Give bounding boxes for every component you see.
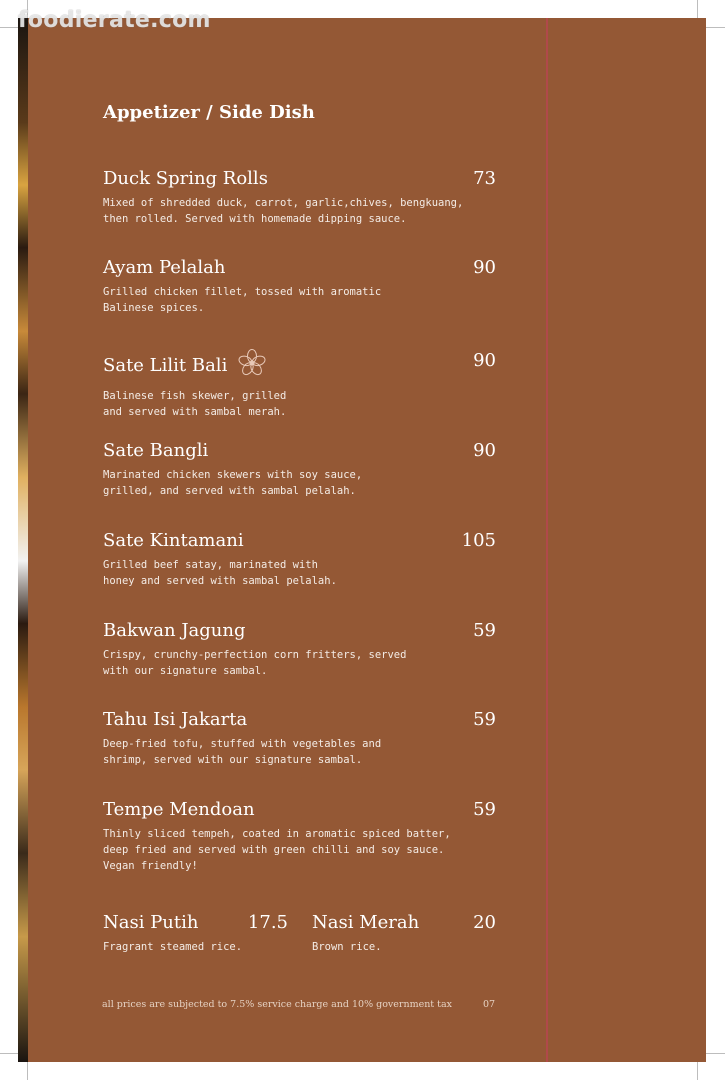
item-name: Sate Lilit Bali xyxy=(103,355,228,376)
item-name: Ayam Pelalah xyxy=(103,257,226,278)
item-description: Balinese fish skewer, grilled and served with sambal merah. xyxy=(103,390,287,418)
item-name: Tahu Isi Jakarta xyxy=(103,709,248,730)
item-price: 73 xyxy=(473,168,496,189)
rice-item xyxy=(103,911,288,955)
crop-mark xyxy=(697,1062,698,1080)
item-description: Fragrant steamed rice. xyxy=(103,941,243,953)
item-description: Crispy, crunchy-perfection corn fritters, served with our signature sambal. xyxy=(103,649,407,677)
item-name: Tempe Mendoan xyxy=(103,799,255,820)
item-price: 90 xyxy=(473,350,496,371)
footer-note: all prices are subjected to 7.5% service charge and 10% government tax xyxy=(102,999,452,1010)
watermark: foodierate.com xyxy=(18,8,211,33)
crop-mark xyxy=(0,27,20,28)
frangipani-flower-icon xyxy=(237,349,267,384)
item-price: 17.5 xyxy=(247,912,288,933)
menu-item xyxy=(103,529,496,589)
rice-item xyxy=(312,911,496,955)
item-name: Nasi Putih xyxy=(103,912,199,933)
item-name: Sate Kintamani xyxy=(103,530,244,551)
item-description: Brown rice. xyxy=(312,941,382,953)
menu-item xyxy=(103,798,496,874)
food-photo-strip xyxy=(18,18,28,1062)
item-name: Sate Bangli xyxy=(103,440,209,461)
crop-mark xyxy=(705,1053,725,1054)
item-description: Grilled beef satay, marinated with honey and served with sambal pelalah. xyxy=(103,559,337,587)
item-description: Marinated chicken skewers with soy sauce, grilled, and served with sambal pelalah. xyxy=(103,469,363,497)
item-price: 59 xyxy=(473,709,496,730)
item-name-row xyxy=(103,349,496,384)
item-price: 20 xyxy=(473,912,496,933)
menu-item xyxy=(103,708,496,768)
item-price: 90 xyxy=(473,257,496,278)
item-price: 105 xyxy=(461,530,496,551)
item-description: Thinly sliced tempeh, coated in aromatic spiced batter, deep fried and served with green chilli and soy sauce. Vegan friendly! xyxy=(103,828,451,872)
menu-item xyxy=(103,349,496,420)
item-price: 59 xyxy=(473,799,496,820)
crop-mark xyxy=(0,1053,20,1054)
section-title: Appetizer / Side Dish xyxy=(103,102,315,123)
menu-item xyxy=(103,167,496,227)
page-divider xyxy=(546,18,548,1062)
item-description: Deep-fried tofu, stuffed with vegetables and shrimp, served with our signature sambal. xyxy=(103,738,382,766)
item-name: Bakwan Jagung xyxy=(103,620,246,641)
item-name: Duck Spring Rolls xyxy=(103,168,268,189)
crop-mark xyxy=(705,27,725,28)
crop-mark xyxy=(27,1062,28,1080)
menu-item xyxy=(103,439,496,499)
item-name: Nasi Merah xyxy=(312,912,420,933)
item-price: 59 xyxy=(473,620,496,641)
item-description: Mixed of shredded duck, carrot, garlic,chives, bengkuang, then rolled. Served with homemade dipping sauce. xyxy=(103,197,464,225)
item-price: 90 xyxy=(473,440,496,461)
menu-item xyxy=(103,619,496,679)
menu-item xyxy=(103,256,496,316)
page-number: 07 xyxy=(483,999,496,1010)
crop-mark xyxy=(697,0,698,20)
item-description: Grilled chicken fillet, tossed with aromatic Balinese spices. xyxy=(103,286,382,314)
